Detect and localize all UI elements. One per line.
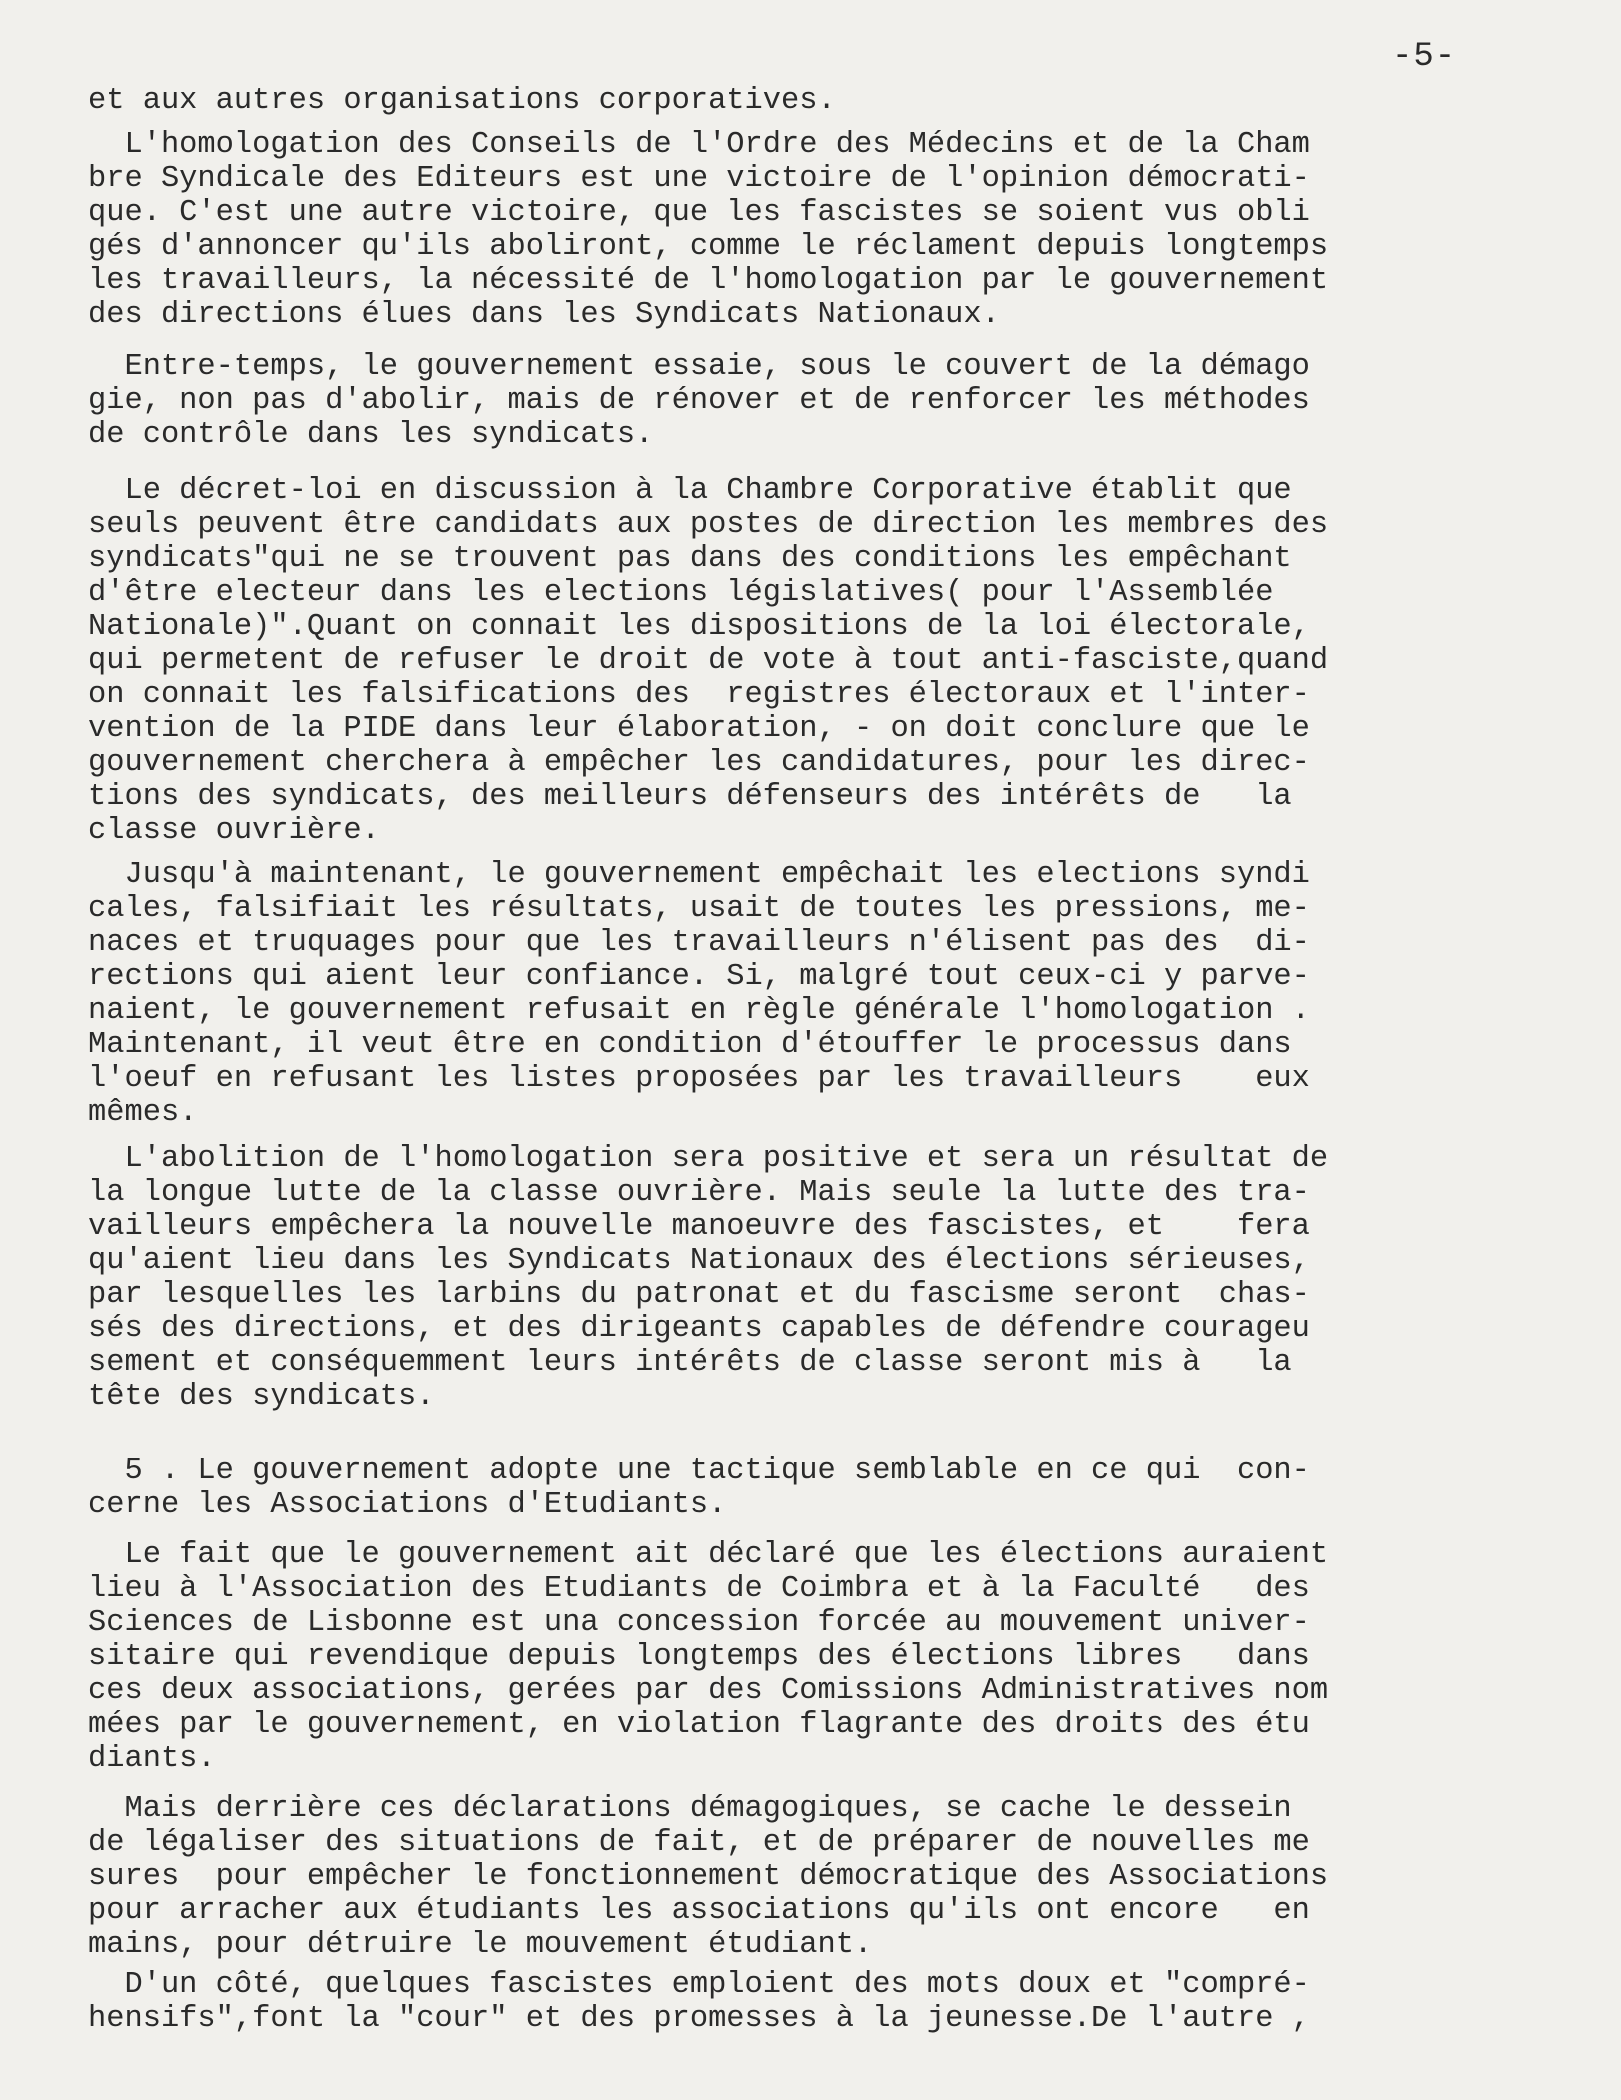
text-line: seuls peuvent être candidats aux postes de direction les membres des <box>88 508 1329 542</box>
text-line: gouvernement cherchera à empêcher les candidatures, pour les direc- <box>88 746 1310 780</box>
text-line: l'oeuf en refusant les listes proposées par les travailleurs eux <box>88 1062 1310 1096</box>
text-line: gie, non pas d'abolir, mais de rénover et de renforcer les méthodes <box>88 384 1310 418</box>
text-line: naient, le gouvernement refusait en règle générale l'homologation . <box>88 994 1310 1028</box>
text-line: hensifs",font la "cour" et des promesses à la jeunesse.De l'autre , <box>88 2002 1310 2036</box>
text-line: L'abolition de l'homologation sera positive et sera un résultat de <box>88 1142 1329 1176</box>
text-line: D'un côté, quelques fascistes emploient des mots doux et "compré- <box>88 1968 1310 2002</box>
text-line: ces deux associations, gerées par des Comissions Administratives nom <box>88 1674 1329 1708</box>
text-line: des directions élues dans les Syndicats Nationaux. <box>88 298 1000 332</box>
text-line: vention de la PIDE dans leur élaboration, - on doit conclure que le <box>88 712 1310 746</box>
text-line: de légaliser des situations de fait, et de préparer de nouvelles me <box>88 1826 1310 1860</box>
text-line: classe ouvrière. <box>88 814 380 848</box>
text-line: Entre-temps, le gouvernement essaie, sous le couvert de la démago <box>88 350 1310 384</box>
text-line: mées par le gouvernement, en violation flagrante des droits des étu <box>88 1708 1310 1742</box>
paragraph-5 <box>88 858 1488 1130</box>
text-line: cales, falsifiait les résultats, usait de toutes les pressions, me- <box>88 892 1310 926</box>
text-line: qui permetent de refuser le droit de vote à tout anti-fasciste,quand <box>88 644 1329 678</box>
paragraph-4 <box>88 474 1488 848</box>
text-line: que. C'est une autre victoire, que les fascistes se soient vus obli <box>88 196 1310 230</box>
text-line: mains, pour détruire le mouvement étudiant. <box>88 1928 873 1962</box>
text-line: sitaire qui revendique depuis longtemps des élections libres dans <box>88 1640 1310 1674</box>
paragraph-9 <box>88 1792 1488 1962</box>
text-line: vailleurs empêchera la nouvelle manoeuvre des fascistes, et fera <box>88 1210 1310 1244</box>
paragraph-10 <box>88 1968 1488 2036</box>
text-line: bre Syndicale des Editeurs est une victoire de l'opinion démocrati- <box>88 162 1310 196</box>
text-line: par lesquelles les larbins du patronat et du fascisme seront chas- <box>88 1278 1310 1312</box>
text-line: Jusqu'à maintenant, le gouvernement empêchait les elections syndi <box>88 858 1310 892</box>
text-line: Nationale)".Quant on connait les dispositions de la loi électorale, <box>88 610 1310 644</box>
paragraph-1 <box>88 84 1488 118</box>
text-line: Sciences de Lisbonne est una concession forcée au mouvement univer- <box>88 1606 1310 1640</box>
text-line: les travailleurs, la nécessité de l'homologation par le gouvernement <box>88 264 1329 298</box>
text-line: Le décret-loi en discussion à la Chambre Corporative établit que <box>88 474 1292 508</box>
text-line: sures pour empêcher le fonctionnement démocratique des Associations <box>88 1860 1329 1894</box>
page-number: -5- <box>1392 38 1457 76</box>
text-line: et aux autres organisations corporatives. <box>88 84 836 118</box>
text-line: mêmes. <box>88 1096 198 1130</box>
paragraph-6 <box>88 1142 1488 1414</box>
text-line: Maintenant, il veut être en condition d'étouffer le processus dans <box>88 1028 1292 1062</box>
text-line: tions des syndicats, des meilleurs défenseurs des intérêts de la <box>88 780 1292 814</box>
paragraph-3 <box>88 350 1488 452</box>
text-line: L'homologation des Conseils de l'Ordre des Médecins et de la Cham <box>88 128 1310 162</box>
text-line: diants. <box>88 1742 216 1776</box>
text-line: la longue lutte de la classe ouvrière. Mais seule la lutte des tra- <box>88 1176 1310 1210</box>
text-line: tête des syndicats. <box>88 1380 435 1414</box>
paragraph-2 <box>88 128 1488 332</box>
text-line: on connait les falsifications des registres électoraux et l'inter- <box>88 678 1310 712</box>
text-line: Le fait que le gouvernement ait déclaré que les élections auraient <box>88 1538 1329 1572</box>
text-line: qu'aient lieu dans les Syndicats Nationaux des élections sérieuses, <box>88 1244 1310 1278</box>
paragraph-8 <box>88 1538 1488 1776</box>
text-line: rections qui aient leur confiance. Si, malgré tout ceux-ci y parve- <box>88 960 1310 994</box>
text-line: d'être electeur dans les elections législatives( pour l'Assemblée <box>88 576 1274 610</box>
text-line: sement et conséquemment leurs intérêts de classe seront mis à la <box>88 1346 1292 1380</box>
paragraph-7 <box>88 1454 1488 1522</box>
text-line: 5 . Le gouvernement adopte une tactique semblable en ce qui con- <box>88 1454 1310 1488</box>
text-line: de contrôle dans les syndicats. <box>88 418 654 452</box>
text-line: sés des directions, et des dirigeants capables de défendre courageu <box>88 1312 1310 1346</box>
text-line: cerne les Associations d'Etudiants. <box>88 1488 727 1522</box>
text-line: pour arracher aux étudiants les associations qu'ils ont encore en <box>88 1894 1310 1928</box>
text-line: gés d'annoncer qu'ils aboliront, comme le réclament depuis longtemps <box>88 230 1329 264</box>
text-line: lieu à l'Association des Etudiants de Coimbra et à la Faculté des <box>88 1572 1310 1606</box>
text-line: Mais derrière ces déclarations démagogiques, se cache le dessein <box>88 1792 1292 1826</box>
text-line: syndicats"qui ne se trouvent pas dans des conditions les empêchant <box>88 542 1292 576</box>
text-line: naces et truquages pour que les travailleurs n'élisent pas des di- <box>88 926 1310 960</box>
